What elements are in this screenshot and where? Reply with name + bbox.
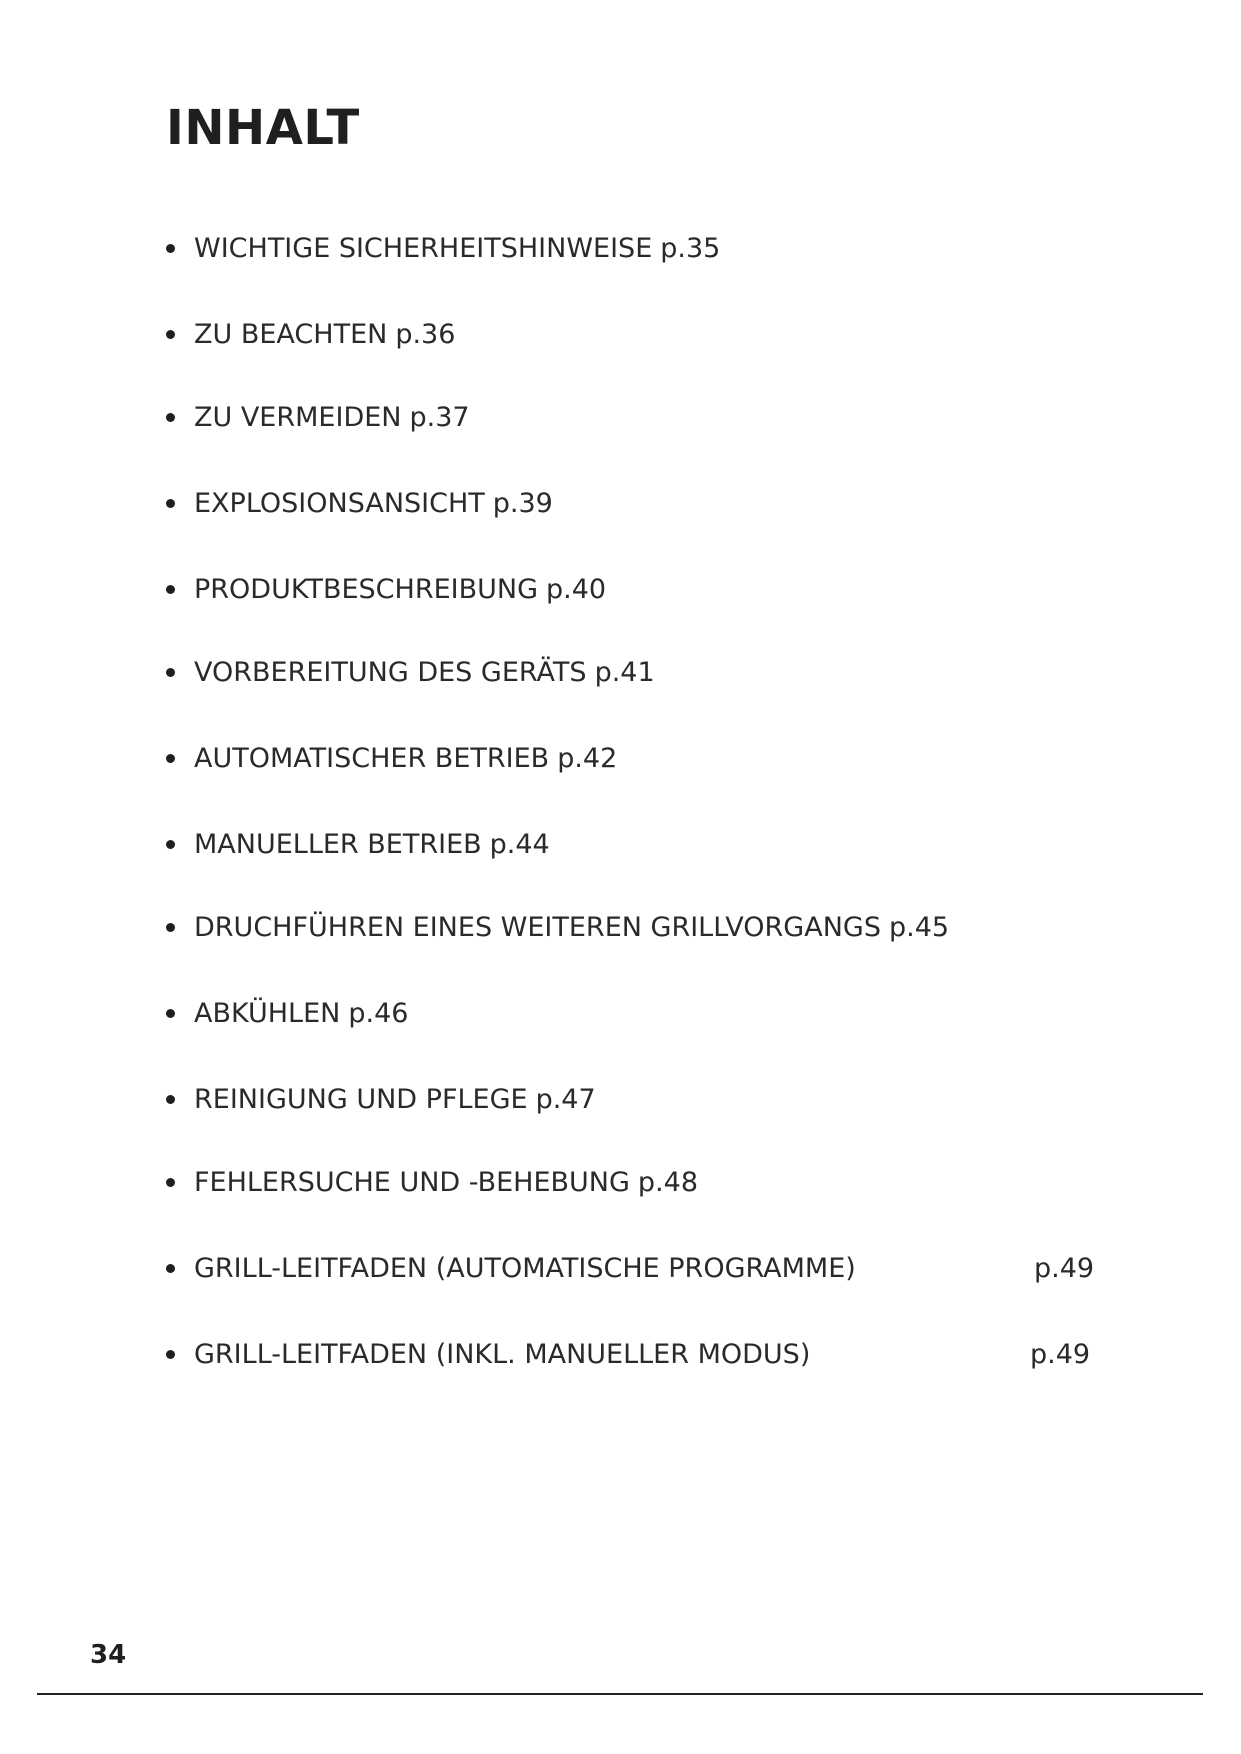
toc-item-label: ZU BEACHTEN xyxy=(194,318,388,350)
toc-item[interactable] xyxy=(166,1248,1096,1288)
toc-item-label: WICHTIGE SICHERHEITSHINWEISE xyxy=(194,232,653,264)
toc-item[interactable] xyxy=(166,652,1096,692)
bullet-icon xyxy=(166,413,175,422)
toc-item-page: p.49 xyxy=(1030,1338,1091,1370)
toc-item-page: p.40 xyxy=(546,573,607,605)
toc-item-label: AUTOMATISCHER BETRIEB xyxy=(194,742,550,774)
bullet-icon xyxy=(166,330,175,339)
toc-item-label: REINIGUNG UND PFLEGE xyxy=(194,1083,528,1115)
toc-item-page: p.37 xyxy=(409,401,470,433)
toc-item-label: DRUCHFÜHREN EINES WEITEREN GRILLVORGANGS xyxy=(194,911,881,943)
footer-divider xyxy=(37,1693,1203,1695)
toc-item-label: ZU VERMEIDEN xyxy=(194,401,402,433)
toc-item[interactable] xyxy=(166,483,1096,523)
toc-item-label: GRILL-LEITFADEN (AUTOMATISCHE PROGRAMME) xyxy=(194,1252,856,1284)
toc-item-label: MANUELLER BETRIEB xyxy=(194,828,482,860)
bullet-icon xyxy=(166,499,175,508)
bullet-icon xyxy=(166,840,175,849)
toc-item-label: PRODUKTBESCHREIBUNG xyxy=(194,573,539,605)
bullet-icon xyxy=(166,1178,175,1187)
toc-item-page: p.44 xyxy=(489,828,550,860)
toc-item[interactable] xyxy=(166,1162,1096,1202)
page-title: INHALT xyxy=(166,100,360,156)
bullet-icon xyxy=(166,1095,175,1104)
toc-item-label: EXPLOSIONSANSICHT xyxy=(194,487,485,519)
toc-item[interactable] xyxy=(166,569,1096,609)
toc-item-page: p.47 xyxy=(535,1083,596,1115)
bullet-icon xyxy=(166,1009,175,1018)
toc-item-label: VORBEREITUNG DES GERÄTS xyxy=(194,656,587,688)
toc-item[interactable] xyxy=(166,228,1096,268)
bullet-icon xyxy=(166,1264,175,1273)
toc-item-label: GRILL-LEITFADEN (INKL. MANUELLER MODUS) xyxy=(194,1338,811,1370)
bullet-icon xyxy=(166,1350,175,1359)
bullet-icon xyxy=(166,668,175,677)
toc-item-page: p.46 xyxy=(348,997,409,1029)
toc-item-page: p.45 xyxy=(888,911,950,943)
toc-item[interactable] xyxy=(166,314,1096,354)
page-number: 34 xyxy=(90,1640,127,1670)
toc-item-page: p.36 xyxy=(395,318,456,350)
bullet-icon xyxy=(166,754,175,763)
toc-item-label: FEHLERSUCHE UND -BEHEBUNG xyxy=(194,1166,630,1198)
toc-item[interactable] xyxy=(166,1079,1096,1119)
toc-item[interactable] xyxy=(166,824,1096,864)
toc-item-page: p.39 xyxy=(492,487,553,519)
toc-item-label: ABKÜHLEN xyxy=(194,997,341,1029)
toc-item-page: p.49 xyxy=(1034,1252,1095,1284)
toc-item-page: p.41 xyxy=(594,656,655,688)
bullet-icon xyxy=(166,923,175,932)
toc-item-page: p.42 xyxy=(557,742,618,774)
bullet-icon xyxy=(166,585,175,594)
bullet-icon xyxy=(166,244,175,253)
toc-item-page: p.35 xyxy=(660,232,721,264)
toc-item[interactable] xyxy=(166,1334,1096,1374)
toc-item-page: p.48 xyxy=(637,1166,698,1198)
toc-item[interactable] xyxy=(166,993,1096,1033)
toc-item[interactable] xyxy=(166,397,1096,437)
toc-item[interactable] xyxy=(166,907,1096,947)
toc-item[interactable] xyxy=(166,738,1096,778)
